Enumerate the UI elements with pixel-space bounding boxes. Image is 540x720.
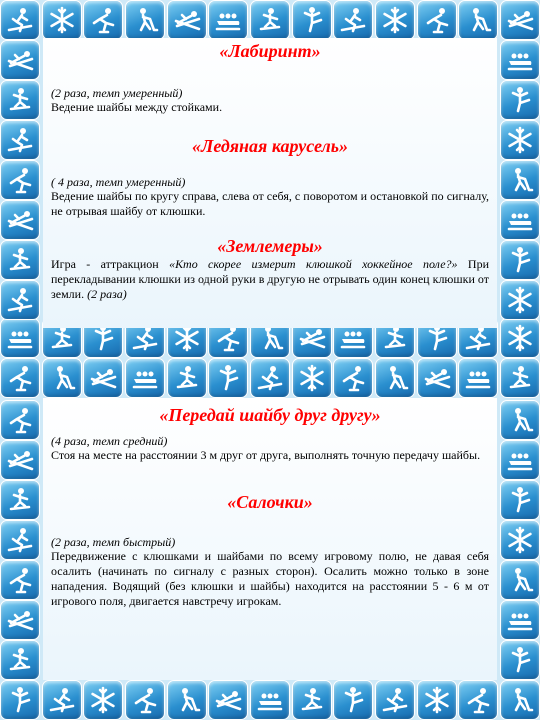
skier-icon xyxy=(47,685,77,715)
tile-bobsleigh xyxy=(0,318,40,358)
tile-snowboarder xyxy=(250,0,290,40)
snowflake-icon xyxy=(380,5,410,35)
tile-snowboarder xyxy=(0,80,40,120)
tile-figure-skater xyxy=(500,480,540,520)
section-title-tag: «Салочки» xyxy=(227,492,313,512)
hockey-player-icon xyxy=(380,363,410,393)
tile-skater xyxy=(458,680,498,720)
snowflake-icon xyxy=(422,685,452,715)
skater-icon xyxy=(338,363,368,393)
surveyors-text-prefix: Игра - аттракцион xyxy=(51,257,170,271)
skier-icon xyxy=(5,285,35,315)
tile-hockey-player xyxy=(500,560,540,600)
surveyors-tempo: (2 раза) xyxy=(87,287,127,301)
figure-skater-icon xyxy=(213,363,243,393)
section-tempo-labyrinth: (2 раза, темп умеренный) xyxy=(51,86,183,100)
figure-skater-icon xyxy=(297,5,327,35)
bobsleigh-icon xyxy=(505,45,535,75)
tile-bobsleigh xyxy=(250,680,290,720)
tile-hockey-player xyxy=(458,0,498,40)
surveyors-text-question: «Кто скорее измерит клюшкой хоккейное поле?» xyxy=(169,257,458,271)
ski-jumper-icon xyxy=(505,5,535,35)
tile-bobsleigh xyxy=(125,358,165,398)
tile-ski-jumper xyxy=(0,200,40,240)
hockey-player-icon xyxy=(47,363,77,393)
snowflake-icon xyxy=(505,285,535,315)
tile-snowflake xyxy=(500,120,540,160)
tile-bobsleigh xyxy=(500,600,540,640)
tile-skater xyxy=(125,680,165,720)
skater-icon xyxy=(5,565,35,595)
figure-skater-icon xyxy=(505,245,535,275)
tile-bobsleigh xyxy=(500,200,540,240)
bobsleigh-icon xyxy=(255,685,285,715)
tile-hockey-player xyxy=(167,680,207,720)
tile-skater xyxy=(0,358,40,398)
ski-jumper-icon xyxy=(213,685,243,715)
ski-jumper-icon xyxy=(5,45,35,75)
tile-skier xyxy=(0,280,40,320)
tile-skier xyxy=(0,520,40,560)
tile-skater xyxy=(83,0,123,40)
tile-skier xyxy=(333,0,373,40)
tile-skater xyxy=(0,160,40,200)
tile-snowboarder xyxy=(0,480,40,520)
tile-skater xyxy=(417,0,457,40)
tile-snowboarder xyxy=(167,358,207,398)
section-title-pass-puck: «Передай шайбу друг другу» xyxy=(159,405,381,425)
ski-jumper-icon xyxy=(172,5,202,35)
snowflake-icon xyxy=(47,5,77,35)
surveyors-text-main: При перекладывании клюшки из одной руки в другую не отрывать один конец клюшки от земли. xyxy=(51,257,489,301)
tile-snowflake xyxy=(500,318,540,358)
ski-jumper-icon xyxy=(88,363,118,393)
bobsleigh-icon xyxy=(213,5,243,35)
section-text-ice-carousel: Ведение шайбы по кругу справа, слева от себя, с поворотом и остановкой по сигналу, не отрывая шайбу от клюшки. xyxy=(51,189,489,218)
skater-icon xyxy=(422,5,452,35)
skater-icon xyxy=(5,363,35,393)
tile-snowflake xyxy=(375,0,415,40)
tile-ski-jumper xyxy=(0,440,40,480)
tile-hockey-player xyxy=(42,358,82,398)
hockey-player-icon xyxy=(505,165,535,195)
tile-figure-skater xyxy=(0,680,40,720)
ski-jumper-icon xyxy=(5,445,35,475)
hockey-player-icon xyxy=(505,685,535,715)
ski-jumper-icon xyxy=(5,605,35,635)
snowflake-icon xyxy=(505,125,535,155)
tile-figure-skater xyxy=(208,358,248,398)
bobsleigh-icon xyxy=(505,605,535,635)
tile-figure-skater xyxy=(333,680,373,720)
hockey-player-icon xyxy=(505,565,535,595)
bobsleigh-icon xyxy=(505,205,535,235)
skier-icon xyxy=(5,125,35,155)
hockey-player-icon xyxy=(505,405,535,435)
bobsleigh-icon xyxy=(463,363,493,393)
tile-figure-skater xyxy=(500,640,540,680)
tile-ski-jumper xyxy=(0,40,40,80)
content-panel-bottom xyxy=(43,398,497,680)
tile-ski-jumper xyxy=(83,358,123,398)
section-title-surveyors: «Землемеры» xyxy=(217,236,323,256)
figure-skater-icon xyxy=(5,685,35,715)
tile-skier xyxy=(42,680,82,720)
figure-skater-icon xyxy=(505,85,535,115)
tile-snowboarder xyxy=(292,680,332,720)
tile-snowflake xyxy=(292,358,332,398)
tile-bobsleigh xyxy=(500,40,540,80)
section-tempo-tag: (2 раза, темп быстрый) xyxy=(51,535,176,549)
snowboarder-icon xyxy=(5,645,35,675)
bobsleigh-icon xyxy=(5,323,35,353)
snowflake-icon xyxy=(505,323,535,353)
content-panel-top xyxy=(43,38,497,328)
tile-figure-skater xyxy=(500,240,540,280)
hockey-player-icon xyxy=(130,5,160,35)
tile-snowboarder xyxy=(0,640,40,680)
snowflake-icon xyxy=(297,363,327,393)
tile-ski-jumper xyxy=(208,680,248,720)
hockey-player-icon xyxy=(463,5,493,35)
tile-hockey-player xyxy=(500,160,540,200)
bobsleigh-icon xyxy=(130,363,160,393)
section-title-labyrinth: «Лабиринт» xyxy=(219,41,321,61)
tile-snowflake xyxy=(83,680,123,720)
snowboarder-icon xyxy=(5,85,35,115)
ski-jumper-icon xyxy=(5,205,35,235)
tile-skier xyxy=(0,0,40,40)
snowboarder-icon xyxy=(5,485,35,515)
tile-hockey-player xyxy=(125,0,165,40)
skier-icon xyxy=(380,685,410,715)
snowflake-icon xyxy=(505,525,535,555)
tile-snowflake xyxy=(42,0,82,40)
section-title-ice-carousel: «Ледяная карусель» xyxy=(191,136,349,156)
skier-icon xyxy=(5,525,35,555)
snowboarder-icon xyxy=(505,363,535,393)
skater-icon xyxy=(130,685,160,715)
tile-snowflake xyxy=(500,520,540,560)
section-text-labyrinth: Ведение шайбы между стойками. xyxy=(51,100,223,114)
tile-skier xyxy=(375,680,415,720)
tile-figure-skater xyxy=(500,80,540,120)
tile-hockey-player xyxy=(500,400,540,440)
section-tempo-ice-carousel: ( 4 раза, темп умеренный) xyxy=(51,175,186,189)
tile-ski-jumper xyxy=(500,0,540,40)
tile-hockey-player xyxy=(375,358,415,398)
tile-bobsleigh xyxy=(500,440,540,480)
skier-icon xyxy=(5,5,35,35)
tile-snowboarder xyxy=(0,240,40,280)
snowboarder-icon xyxy=(172,363,202,393)
snowboarder-icon xyxy=(255,5,285,35)
figure-skater-icon xyxy=(505,485,535,515)
skater-icon xyxy=(88,5,118,35)
section-text-surveyors xyxy=(51,257,489,302)
skater-icon xyxy=(5,405,35,435)
tile-ski-jumper xyxy=(0,600,40,640)
tile-skater xyxy=(333,358,373,398)
tile-skier xyxy=(0,120,40,160)
tile-ski-jumper xyxy=(417,358,457,398)
figure-skater-icon xyxy=(505,645,535,675)
tile-skier xyxy=(250,358,290,398)
skier-icon xyxy=(338,5,368,35)
snowboarder-icon xyxy=(5,245,35,275)
tile-bobsleigh xyxy=(458,358,498,398)
tile-snowflake xyxy=(500,280,540,320)
tile-figure-skater xyxy=(292,0,332,40)
tile-skater xyxy=(0,400,40,440)
snowboarder-icon xyxy=(297,685,327,715)
bobsleigh-icon xyxy=(505,445,535,475)
tile-hockey-player xyxy=(500,680,540,720)
skater-icon xyxy=(463,685,493,715)
tile-ski-jumper xyxy=(167,0,207,40)
skier-icon xyxy=(255,363,285,393)
section-tempo-pass-puck: (4 раза, темп средний) xyxy=(51,434,168,448)
tile-bobsleigh xyxy=(208,0,248,40)
snowflake-icon xyxy=(88,685,118,715)
hockey-player-icon xyxy=(172,685,202,715)
tile-snowboarder xyxy=(500,358,540,398)
tile-skater xyxy=(0,560,40,600)
ski-jumper-icon xyxy=(422,363,452,393)
section-text-pass-puck: Стоя на месте на расстоянии 3 м друг от друга, выполнять точную передачу шайбы. xyxy=(51,448,481,462)
tile-snowflake xyxy=(417,680,457,720)
skater-icon xyxy=(5,165,35,195)
section-text-tag: Передвижение с клюшками и шайбами по всему игровому полю, не давая себя осалить (начинать по сигналу с разных сторон). Осалить можно только в зоне нападения. Водящий (без клюшки и шайбы) находится на расстоянии 5 - 6 м от игрового поля, двигается навстречу игрокам. xyxy=(51,549,489,608)
figure-skater-icon xyxy=(338,685,368,715)
